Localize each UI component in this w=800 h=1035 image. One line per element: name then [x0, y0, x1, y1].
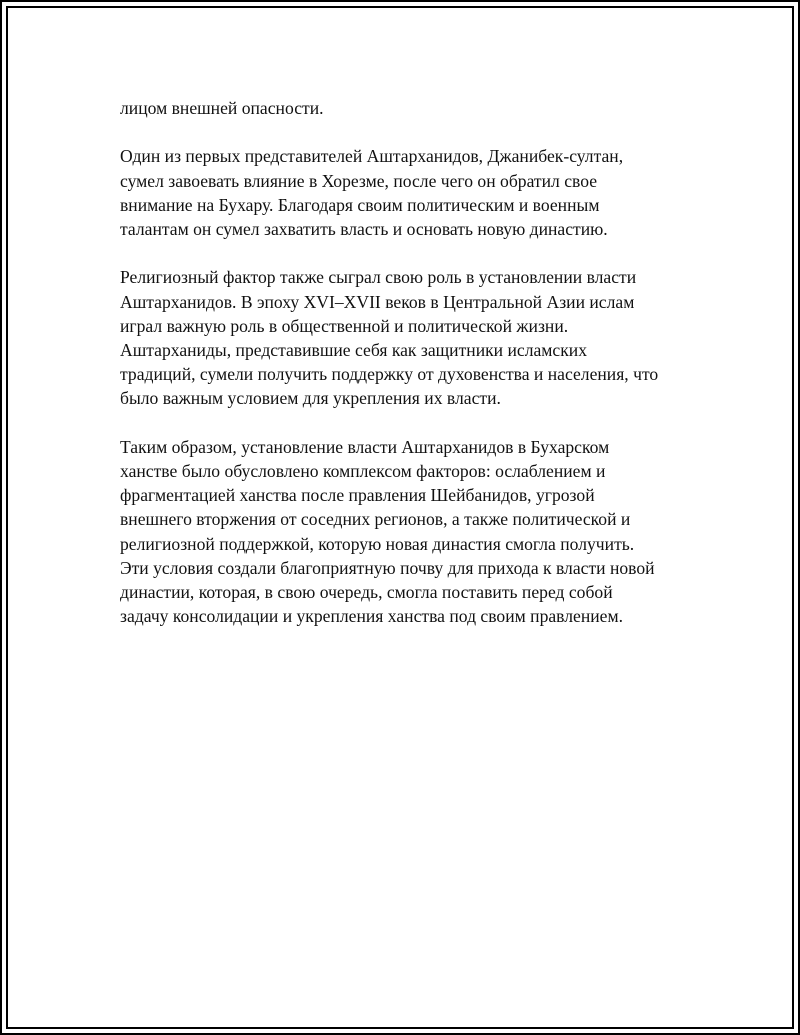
paragraph-3: Религиозный фактор также сыграл свою роль в установлении власти Аштарханидов. В эпоху XVI–XVII веков в Центральной Азии ислам играл важную роль в общественной и политической жизни. Аштарханиды, представившие себя как защитники исламских традиций, сумели получить поддержку от духовенства и населения, что было важным условием для укрепления их власти. [120, 267, 659, 409]
paragraph-1: лицом внешней опасности. [120, 98, 324, 118]
document-body [120, 96, 700, 653]
paragraph-4: Таким образом, установление власти Аштарханидов в Бухарском ханстве было обусловлено комплексом факторов: ослаблением и фрагментацией ханства после правления Шейбанидов, угрозой внешнего вторжения от соседних регионов, а также политической и религиозной поддержкой, которую новая династия смогла получить. Эти условия создали благоприятную почву для прихода к власти новой династии, которая, в свою очередь, смогла поставить перед собой задачу консолидации и укрепления ханства под своим правлением. [120, 436, 655, 627]
paragraph-2: Один из первых представителей Аштарханидов, Джанибек-султан, сумел завоевать влияние в Хорезме, после чего он обратил свое внимание на Бухару. Благодаря своим политическим и военным талантам он сумел захватить власть и основать новую династию. [120, 146, 624, 239]
